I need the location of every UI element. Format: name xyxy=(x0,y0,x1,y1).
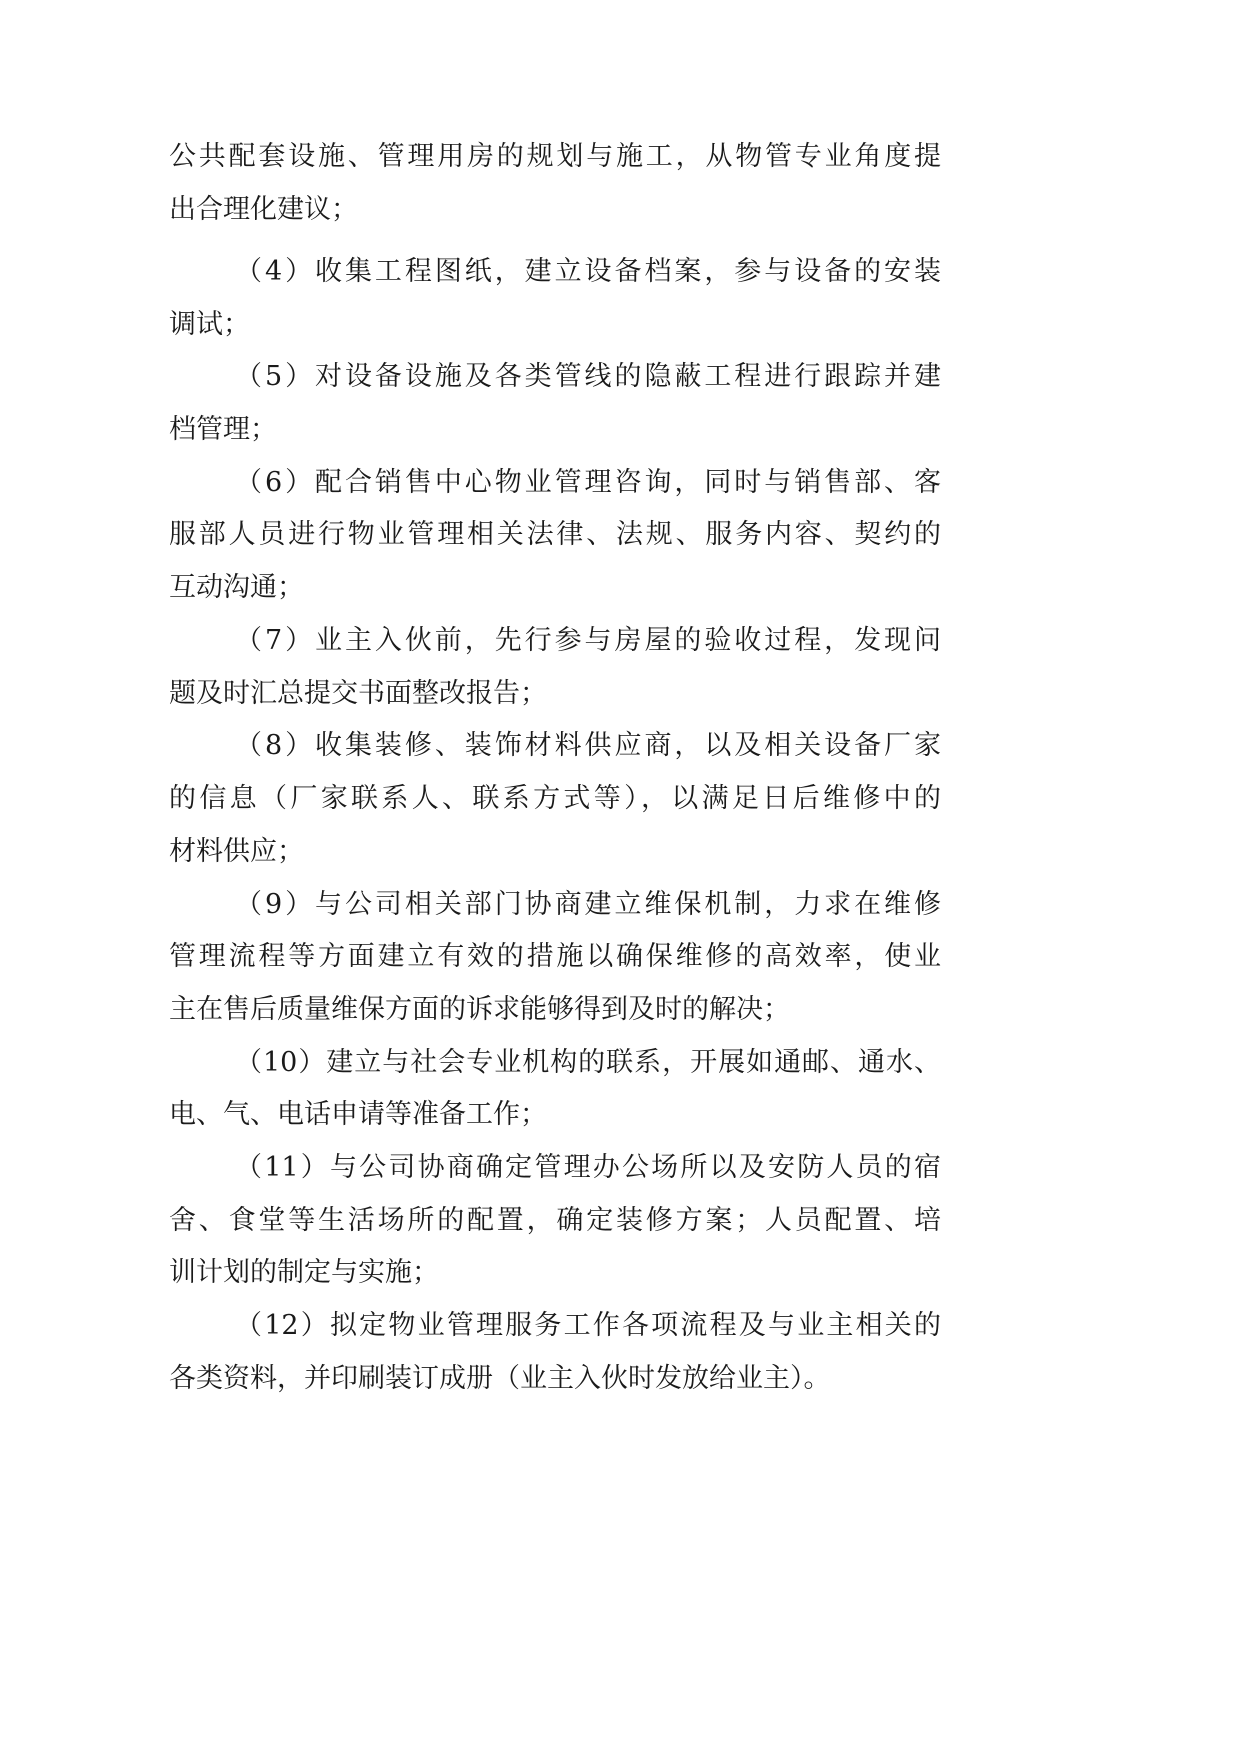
text-line: （4）收集工程图纸，建立设备档案，参与设备的安装 xyxy=(235,256,941,287)
text-line: 档管理； xyxy=(169,414,277,445)
text-line: 训计划的制定与实施； xyxy=(169,1257,439,1288)
text-line: 公共配套设施、管理用房的规划与施工，从物管专业角度提 xyxy=(169,141,941,172)
text-line: 调试； xyxy=(169,309,250,340)
text-line: 主在售后质量维保方面的诉求能够得到及时的解决； xyxy=(169,994,790,1025)
text-line: 电、气、电话申请等准备工作； xyxy=(169,1099,547,1130)
text-line: （7）业主入伙前，先行参与房屋的验收过程，发现问 xyxy=(235,625,941,656)
text-line: （8）收集装修、装饰材料供应商，以及相关设备厂家 xyxy=(235,730,941,761)
text-line: （9）与公司相关部门协商建立维保机制，力求在维修 xyxy=(235,889,941,920)
text-line: 舍、食堂等生活场所的配置，确定装修方案；人员配置、培 xyxy=(169,1205,941,1236)
text-line: 各类资料，并印刷装订成册（业主入伙时发放给业主）。 xyxy=(169,1363,831,1394)
text-line: 互动沟通； xyxy=(169,572,304,603)
text-line: 的信息（厂家联系人、联系方式等），以满足日后维修中的 xyxy=(169,783,941,814)
text-line: （12）拟定物业管理服务工作各项流程及与业主相关的 xyxy=(235,1310,941,1341)
text-line: （6）配合销售中心物业管理咨询，同时与销售部、客 xyxy=(235,467,941,498)
text-line: 材料供应； xyxy=(169,836,304,867)
text-line: 题及时汇总提交书面整改报告； xyxy=(169,678,547,709)
text-line: （11）与公司协商确定管理办公场所以及安防人员的宿 xyxy=(235,1152,941,1183)
text-line: 管理流程等方面建立有效的措施以确保维修的高效率，使业 xyxy=(169,941,941,972)
text-line: （5）对设备设施及各类管线的隐蔽工程进行跟踪并建 xyxy=(235,361,941,392)
text-line: 出合理化建议； xyxy=(169,194,358,225)
text-line: 服部人员进行物业管理相关法律、法规、服务内容、契约的 xyxy=(169,519,941,550)
text-line: （10）建立与社会专业机构的联系，开展如通邮、通水、 xyxy=(235,1047,941,1078)
